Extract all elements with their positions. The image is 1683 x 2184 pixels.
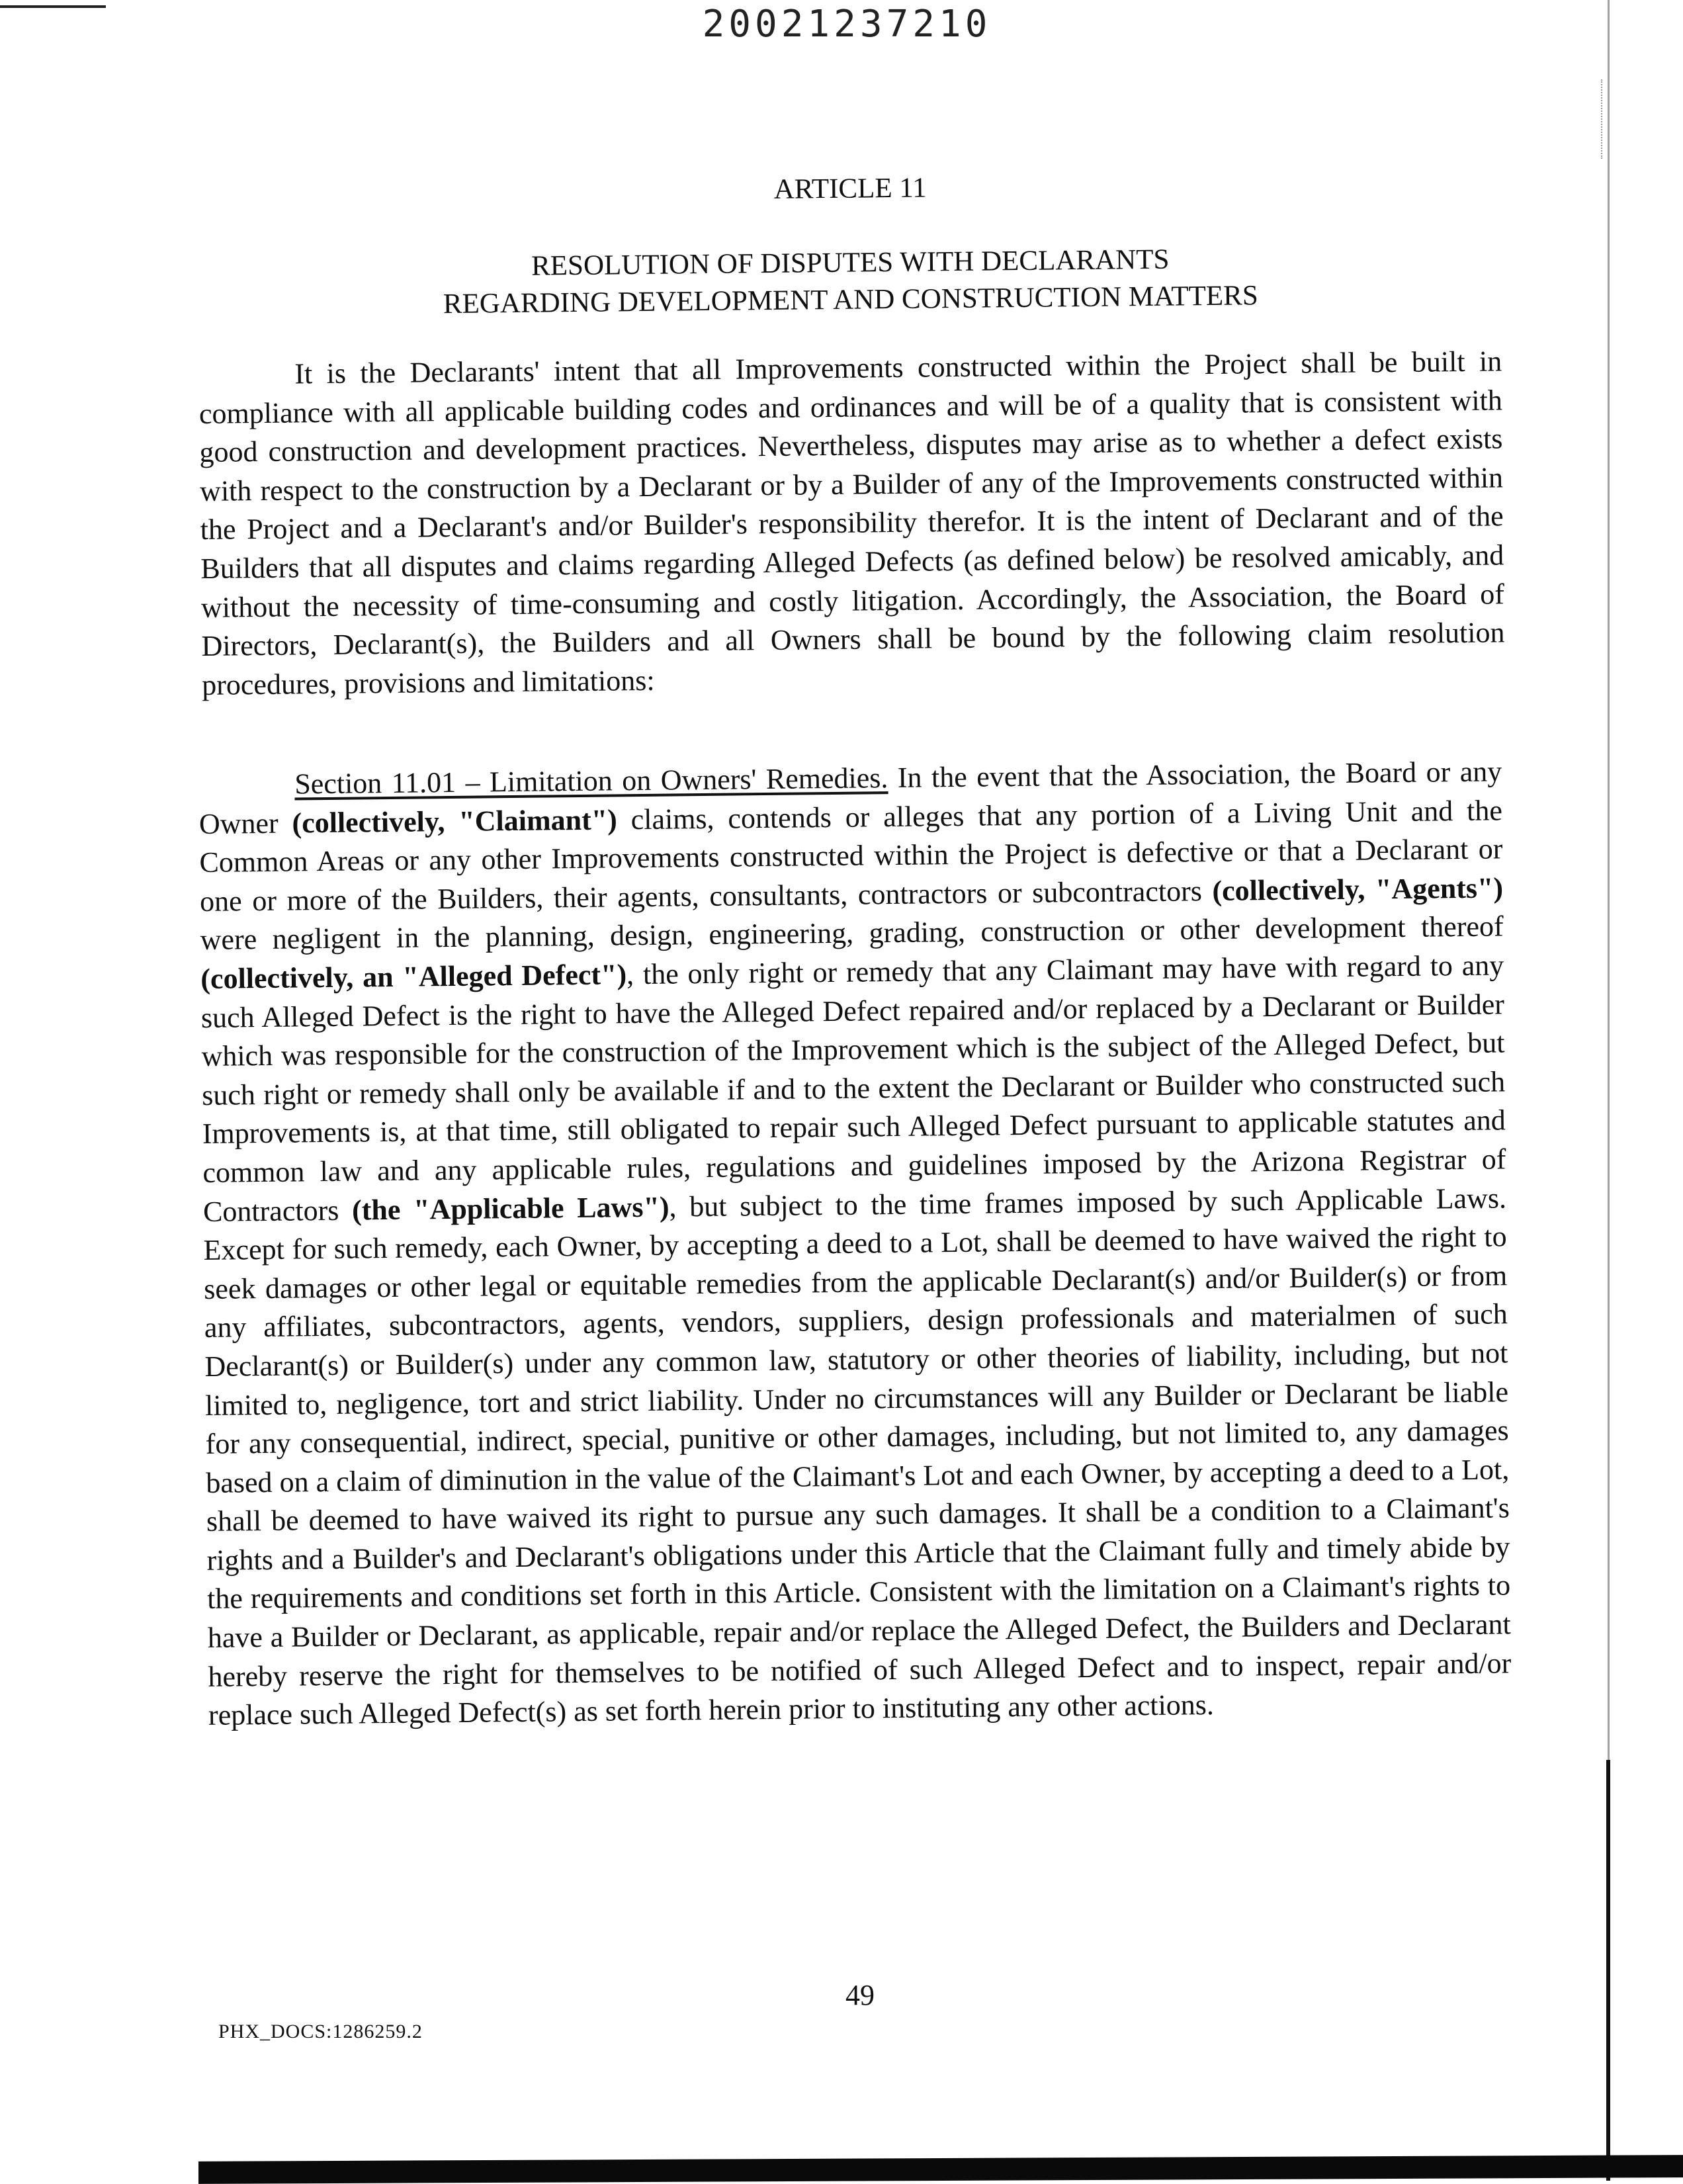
defined-term-applicable-laws: (the "Applicable Laws") <box>351 1190 669 1227</box>
scan-artifact-edge-dark <box>1606 1760 1610 2181</box>
article-heading <box>198 238 1502 326</box>
defined-term-claimant: (collectively, "Claimant") <box>292 803 618 840</box>
defined-term-alleged-defect: (collectively, an "Alleged Defect") <box>200 958 627 995</box>
recording-number: 20021237210 <box>702 3 992 46</box>
scan-artifact-rule <box>0 5 106 8</box>
section-text-segment: , but subject to the time frames imposed by such Applicable Laws. Except for such remedy, each Owner, by accepting a deed to a Lot, shall be deemed to have waived the right to seek damages or other legal or equitable remedies from the applicable Declarant(s) and/or Builder(s) or from any affiliates, subcontractors, agents, vendors, suppliers, design professionals and materialmen of such Declarant(s) or Builder(s) under any common law, statutory or other theories of liability, including, but not limited to, negligence, tort and strict liability. Under no circumstances will any Builder or Declarant be liable for any consequential, indirect, special, punitive or other damages, including, but not limited to, any damages based on a claim of diminution in the value of the Claimant's Lot and each Owner, by accepting a deed to a Lot, shall be deemed to have waived its right to pursue any such damages. It shall be a condition to a Claimant's rights and a Builder's and Declarant's obligations under this Article that the Claimant fully and timely abide by the requirements and conditions set forth in this Article. Consistent with the limitation on a Claimant's rights to have a Builder or Declarant, as applicable, repair and/or replace the Alleged Defect, the Builders and Declarant hereby reserve the right for themselves to be notified of such Alleged Defect and to inspect, repair and/or replace such Alleged Defect(s) as set forth herein prior to instituting any other actions. <box>203 1181 1512 1732</box>
article-heading-line-2: REGARDING DEVELOPMENT AND CONSTRUCTION MATTERS <box>443 280 1258 320</box>
section-text-segment: , the only right or remedy that any Claimant may have with regard to any such Alleged Defect is the right to have the Alleged Defect repaired and/or replaced by a Declarant or Builder which was responsible for the construction of the Improvement which is the subject of the Alleged Defect, but such right or remedy shall only be available if and to the extent the Declarant or Builder who constructed such Improvements is, at that time, still obligated to repair such Alleged Defect pursuant to applicable statutes and common law and any applicable rules, regulations and guidelines imposed by the Arizona Registrar of Contractors <box>200 949 1506 1228</box>
article-heading-line-1: RESOLUTION OF DISPUTES WITH DECLARANTS <box>531 243 1170 282</box>
defined-term-agents: (collectively, "Agents") <box>1212 871 1504 907</box>
section-text-segment: claims, contends or alleges that any portion of a Living Unit and the Common Areas or any other Improvements constructed within the Project is defective or that a Declarant or one or more of the Builders, their agents, consultants, contractors or subcontractors <box>199 793 1503 918</box>
section-text-segment: were negligent in the planning, design, engineering, grading, construction or other development thereof <box>200 910 1504 957</box>
scan-artifact-bottom-bar <box>198 2155 1683 2184</box>
section-text-segment: In the event that the Association, the Board or any Owner <box>198 755 1502 840</box>
article-title: ARTICLE 11 <box>773 172 928 205</box>
section-11-01-paragraph <box>198 752 1512 1735</box>
section-11-01-heading: Section 11.01 – Limitation on Owners' Remedies. <box>294 762 888 801</box>
intro-paragraph: It is the Declarants' intent that all Improvements constructed within the Project shall be built in compliance with all applicable building codes and ordinances and will be of a quality that is consistent with good construction and development practices. Nevertheless, disputes may arise as to whether a defect exists with respect to the construction by a Declarant or by a Builder of any of the Improvements constructed within the Project and a Declarant's and/or Builder's responsibility therefor. It is the intent of Declarant and of the Builders that all disputes and claims regarding Alleged Defects (as defined below) be resolved amicably, and without the necessity of time-consuming and costly litigation. Accordingly, the Association, the Board of Directors, Declarant(s), the Builders and all Owners shall be bound by the following claim resolution procedures, provisions and limitations: <box>198 345 1505 701</box>
page-number: 49 <box>845 1979 875 2011</box>
footer-document-id: PHX_DOCS:1286259.2 <box>218 2021 423 2042</box>
